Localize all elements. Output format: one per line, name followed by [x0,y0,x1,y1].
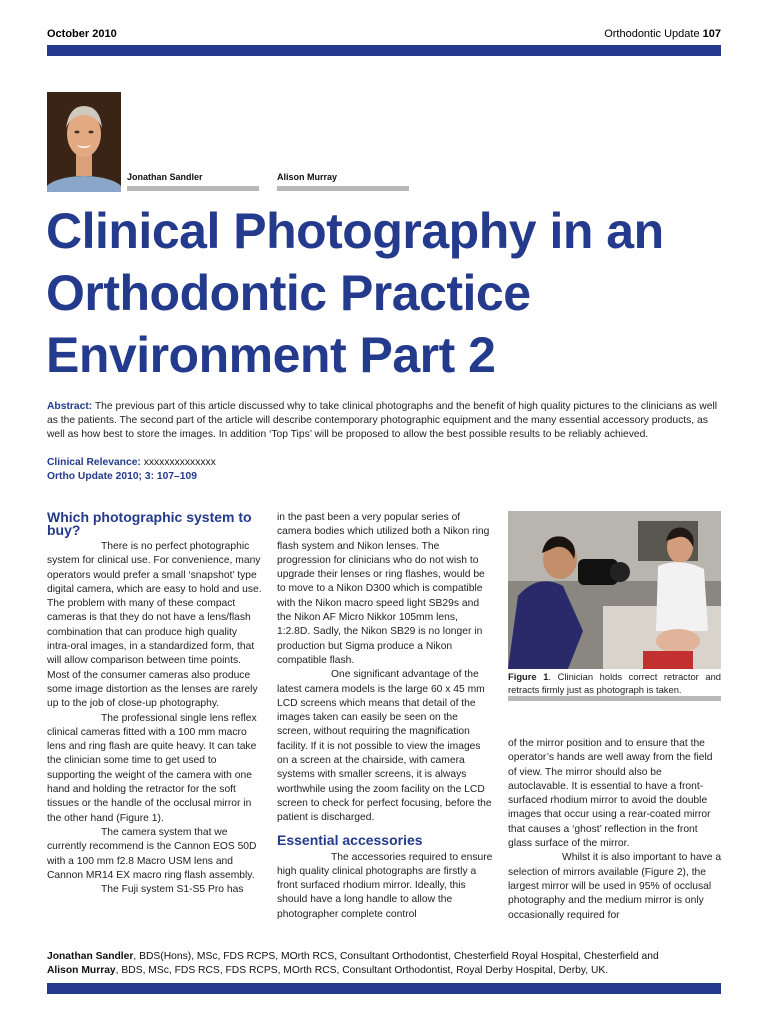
figure-caption [508,670,721,696]
clinical-relevance [47,456,216,470]
abstract-label: Abstract: [47,401,93,412]
paragraph: The accessories required to ensure high quality clinical photographs are firstly a front surfaced rhodium mirror. Ideally, this should have a long handle to allow the photographer complete control [277,851,493,920]
page-number: 107 [702,28,721,40]
body-column-1 [47,511,263,897]
author-portrait [47,92,121,192]
affiliation-details: , BDS, MSc, FDS RCS, FDS RCPS, MOrth RCS, Consultant Orthodontist, Royal Derby Hospital, Derby, UK. [115,965,609,976]
author-name-1: Jonathan Sandler [127,172,203,182]
paragraph: in the past been a very popular series of camera bodies which utilized both a Nikon ring flash system and Nikon lenses. The progression for clinicians who do not wish to upgrade their lenses or ring flashes, would be to move to a Nikon D300 which is compatible with the Nikon macro speed light SB29s and the Nikon AF Micro Nikkor 105mm lens, 1:2.8D. Sadly, the Nikon SB29 is no longer in production but Sigma produce a Nikon compatible flash. [277,512,490,666]
abstract [47,400,725,442]
body-column-2 [277,511,493,922]
paragraph: The camera system that we currently recommend is the Cannon EOS 50D with a 100 mm f2.8 Macro USM lens and Cannon MR14 EX macro ring flash assembly. [47,826,257,881]
figure-label: Figure 1 [508,671,549,682]
author-underline [127,186,259,191]
affiliation-line [47,964,727,978]
paragraph: The Fuji system S1-S5 Pro has [101,884,244,896]
affiliation-name: Alison Murray [47,965,116,976]
relevance-text: xxxxxxxxxxxxxx [140,457,216,468]
caption-rule [508,696,721,701]
issue-date: October 2010 [47,28,117,40]
journal-name: Orthodontic Update [604,28,700,40]
author-underline [277,186,409,191]
journal-header [604,28,721,40]
author-affiliations [47,950,727,978]
paragraph: One significant advantage of the latest camera models is the large 60 x 45 mm LCD screens which means that detail of the images taken can easily be seen on the screen, without requiring the magnification facility. If it is not possible to view the images on a screen at the chairside, with camera systems with smaller screens, it is always worthwhile using the zoom facility on the LCD screen to check for perfect focusing, before the patient is discharged. [277,669,492,824]
bottom-rule [47,983,721,994]
paragraph: of the mirror position and to ensure that the operator’s hands are well away from the field of view. The mirror should also be autoclavable. It is essential to have a front-surfaced rhodium mirror to avoid the double images that occur using a rear-coated mirror that causes a ‘ghost’ reflection in the front glass surface of the mirror. [508,738,713,850]
paragraph: The professional single lens reflex clinical cameras fitted with a 100 mm macro lens and ring flash are quite heavy. It can take the clinician some time to get used to supporting the weight of the camera with one hand and holding the retractor for the soft tissues or the handle of the occlusal mirror in the other hand (Figure 1). [47,712,257,824]
abstract-text: The previous part of this article discussed why to take clinical photographs and the benefit of high quality pictures to the clinicians as well as the patients. The second part of the article will describe contemporary photographic equipment and the many essential accessory products, as well as how best to store the images. In addition ‘Top Tips’ will be proposed to allow the best possible results to be reliably achieved. [47,401,718,440]
relevance-label: Clinical Relevance: [47,457,141,468]
article-title: Clinical Photography in an Orthodontic Practice Environment Part 2 [46,203,664,383]
section-heading: Essential accessories [277,831,423,848]
affiliation-details: , BDS(Hons), MSc, FDS RCPS, MOrth RCS, Consultant Orthodontist, Chesterfield Royal Hospital, Chesterfield and [133,951,659,962]
top-rule [47,45,721,56]
body-column-3 [508,737,723,923]
citation: Ortho Update 2010; 3: 107–109 [47,471,197,482]
affiliation-line [47,950,727,964]
paragraph: Whilst it is also important to have a selection of mirrors available (Figure 2), the largest mirror will be used in 95% of occlusal photography and the medium mirror is only occasionally required for [508,852,722,921]
figure-caption-text: . Clinician holds correct retractor and retracts firmly just as photograph is taken. [508,671,722,695]
author-name-2: Alison Murray [277,172,338,182]
section-heading: Which photographic system to buy? [47,509,252,538]
affiliation-name: Jonathan Sandler [47,951,134,962]
paragraph: There is no perfect photographic system for clinical use. For convenience, many operators would prefer a small ‘snapshot’ type digital camera, which are easy to hold and use. The problem with many of these compact cameras is that they do not have a lens/flash combination that can produce high quality intra-oral images, in a standardized form, that will allow comparison between time points. Most of the consumer cameras also produce some image distortion as the lenses are rarely up to the job of close-up photography. [47,541,262,710]
figure-1-photo [508,511,721,669]
